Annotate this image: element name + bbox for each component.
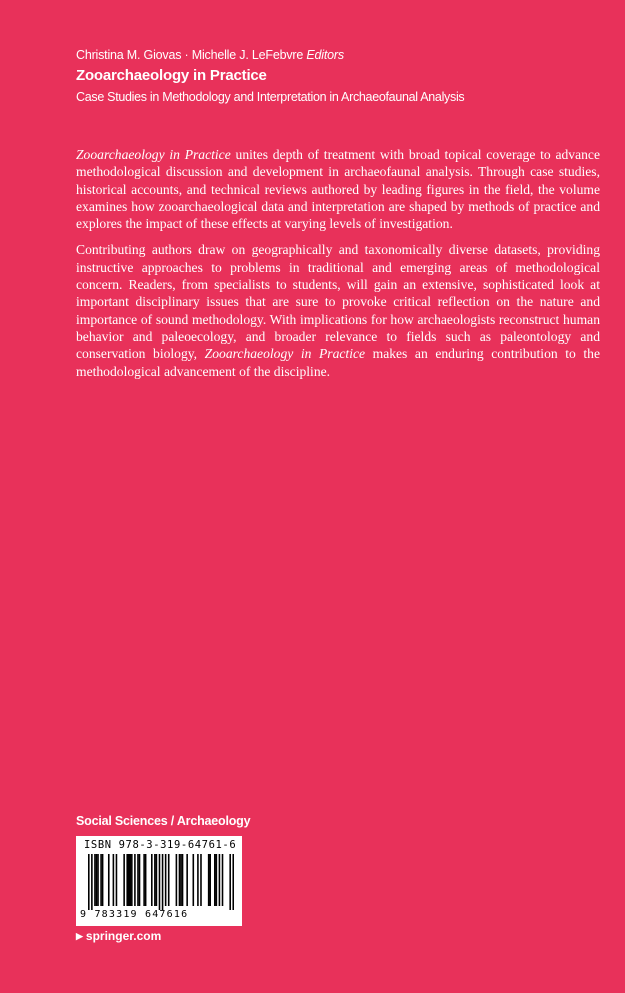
barcode-bar (100, 854, 102, 906)
cover-header (76, 46, 596, 106)
barcode-bar (88, 854, 90, 910)
barcode-bar (232, 854, 234, 910)
barcode-bar (151, 854, 153, 906)
book-subtitle: Case Studies in Methodology and Interpretation in Archaeofaunal Analysis (76, 90, 465, 104)
description-paragraph-2 (76, 241, 600, 379)
editor-names: Christina M. Giovas · Michelle J. LeFebvre (76, 48, 304, 62)
book-title: Zooarchaeology in Practice (76, 67, 267, 84)
barcode-bar (168, 854, 170, 906)
editors-role: Editors (306, 48, 344, 62)
isbn-barcode (76, 836, 242, 926)
barcode-bar (97, 854, 99, 906)
inline-title: Zooarchaeology in Practice (204, 346, 366, 362)
barcode-bar (126, 854, 128, 906)
barcode-icon (88, 854, 234, 910)
barcode-bar (162, 854, 164, 910)
barcode-bar (91, 854, 93, 910)
barcode-bar (143, 854, 145, 906)
barcode-bar (179, 854, 181, 906)
arrow-right-icon: ▶ (76, 931, 83, 941)
paragraph-text: makes an enduring contribution to the methodological advancement of the discipline. (76, 346, 601, 379)
barcode-bar (145, 854, 147, 906)
barcode-bar (131, 854, 133, 906)
barcode-bar (209, 854, 211, 906)
barcode-bar (96, 854, 98, 906)
description-paragraph-1 (76, 146, 600, 232)
barcode-bar (222, 854, 224, 906)
barcode-bar (176, 854, 178, 906)
barcode-bar (193, 854, 195, 906)
barcode-bar (129, 854, 131, 906)
barcode-bar (123, 854, 125, 906)
barcode-bar (108, 854, 110, 906)
barcode-bar (156, 854, 158, 906)
isbn-label: ISBN 978-3-319-64761-6 (84, 839, 237, 851)
barcode-bar (186, 854, 188, 906)
barcode-bar (159, 854, 161, 910)
barcode-bar (182, 854, 184, 906)
barcode-bar (113, 854, 115, 906)
barcode-bar (197, 854, 199, 906)
book-description (76, 146, 600, 389)
barcode-bar (116, 854, 118, 906)
barcode-bar (214, 854, 216, 906)
barcode-bar (134, 854, 136, 906)
barcode-bar (180, 854, 182, 906)
barcode-bar (139, 854, 141, 906)
barcode-bar (229, 854, 231, 910)
barcode-bar (128, 854, 130, 906)
barcode-bar (154, 854, 156, 906)
barcode-bar (165, 854, 167, 906)
editors-line (76, 46, 596, 64)
barcode-bar (208, 854, 210, 906)
barcode-digits: 9 783319 647616 (80, 909, 189, 920)
barcode-bar (94, 854, 96, 906)
publisher-website[interactable] (76, 929, 161, 943)
barcode-bar (216, 854, 218, 906)
barcode-bar (219, 854, 221, 906)
barcode-bar (102, 854, 104, 906)
barcode-bar (200, 854, 202, 906)
website-text: springer.com (85, 929, 162, 943)
barcode-bar (137, 854, 139, 906)
paragraph-text: Contributing authors draw on geographically and taxonomically diverse datasets, providing instructive approaches to problems in traditional and emerging areas of methodological concern. Readers, from specialists to students, will gain an extensive, sophisticated look at important disciplinary issues that are sure to provoke critical reflection on the nature and importance of sound methodology. With implications for how archaeologists reconstruct human behavior and paleoecology, and broader relevance to fields such as paleontology and conservation biology, (76, 242, 600, 362)
subject-category: Social Sciences / Archaeology (76, 814, 251, 828)
paragraph-text: unites depth of treatment with broad topical coverage to advance methodological discussion and development in archaeofaunal analysis. Through case studies, historical accounts, and technical reviews authored by leading figures in the field, the volume examines how zooarchaeological data and interpretation are shaped by methods of practice and explores the impact of these effects at varying levels of investigation. (76, 147, 600, 232)
inline-title: Zooarchaeology in Practice (76, 147, 231, 162)
